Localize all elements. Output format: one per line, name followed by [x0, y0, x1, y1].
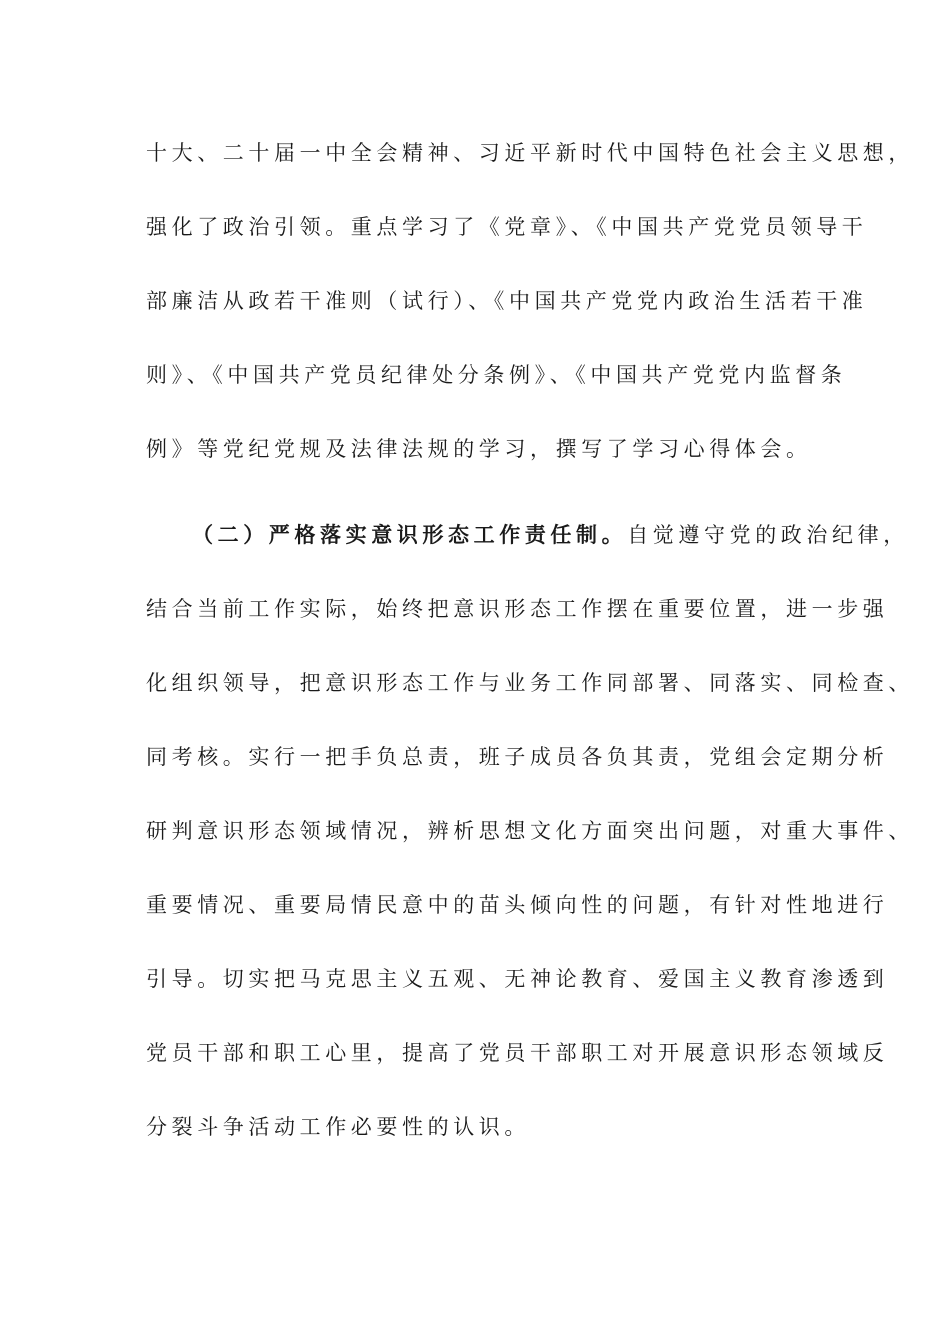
text-line: 同考核。实行一把手负总责，班子成员各负其责，党组会定期分析 [146, 745, 889, 769]
text-line: 强化了政治引领。重点学习了《党章》、《中国共产党党员领导干 [146, 215, 868, 239]
text-line: 重要情况、重要局情民意中的苗头倾向性的问题，有针对性地进行 [146, 893, 889, 917]
text-line [192, 520, 909, 550]
heading-continuation: 自觉遵守党的政治纪律， [627, 523, 909, 547]
text-line: 化组织领导，把意识形态工作与业务工作同部署、同落实、同检查、 [146, 671, 914, 695]
section-heading: （二）严格落实意识形态工作责任制。 [192, 523, 628, 547]
text-line: 引导。切实把马克思主义五观、无神论教育、爱国主义教育渗透到 [146, 967, 889, 991]
text-line: 则》、《中国共产党员纪律处分条例》、《中国共产党党内监督条 [146, 363, 847, 387]
text-line: 党员干部和职工心里，提高了党员干部职工对开展意识形态领域反 [146, 1041, 889, 1065]
text-line: 研判意识形态领域情况，辨析思想文化方面突出问题，对重大事件、 [146, 819, 914, 843]
text-line: 部廉洁从政若干准则（试行）、《中国共产党党内政治生活若干准 [146, 289, 868, 313]
text-line: 结合当前工作实际，始终把意识形态工作摆在重要位置，进一步强 [146, 597, 889, 621]
text-line: 分裂斗争活动工作必要性的认识。 [146, 1115, 530, 1139]
text-line: 十大、二十届一中全会精神、习近平新时代中国特色社会主义思想， [146, 141, 914, 165]
text-line: 例》等党纪党规及法律法规的学习，撰写了学习心得体会。 [146, 437, 812, 461]
